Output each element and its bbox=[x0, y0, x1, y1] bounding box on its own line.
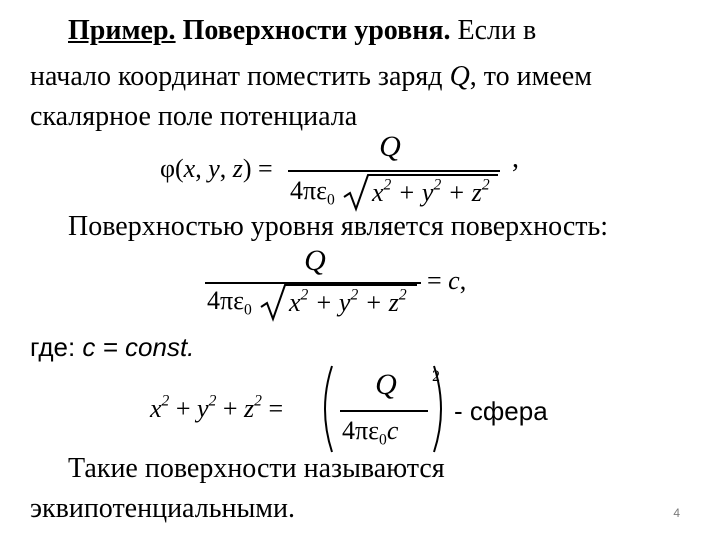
topic-label: Поверхности уровня. bbox=[182, 15, 451, 46]
intro-line-3 bbox=[30, 100, 357, 134]
intro-line-2-text: начало координат поместить заряд bbox=[30, 61, 450, 92]
conclusion-line-1: Такие поверхности называются bbox=[68, 453, 445, 484]
intro-line-2-rest: , то имеем bbox=[469, 61, 592, 92]
sphere-denominator: $4\pi\varepsilon_0c$ bbox=[342, 416, 399, 449]
left-paren bbox=[316, 364, 336, 454]
potential-sqrt-sign bbox=[342, 173, 372, 213]
potential-numerator: Q bbox=[379, 130, 401, 163]
intro-line-1 bbox=[68, 14, 536, 48]
where-label: где: bbox=[30, 332, 83, 362]
potential-fraction-bar bbox=[288, 170, 500, 172]
sphere-power: 2 bbox=[432, 368, 440, 385]
example-label: Пример. bbox=[68, 15, 176, 46]
charge-variable: Q bbox=[449, 61, 470, 92]
level-numerator: Q bbox=[304, 244, 326, 277]
level-surface-sentence: Поверхностью уровня является поверхность: bbox=[68, 211, 609, 242]
level-sqrt-sign bbox=[259, 283, 289, 323]
potential-lhs: φ(x, y, z) = bbox=[160, 154, 273, 183]
sphere-lhs: $x^2 + y^2 + z^2$ = bbox=[150, 392, 284, 423]
intro-line-3-text: скалярное поле потенциала bbox=[30, 101, 358, 132]
sphere-fraction-bar bbox=[340, 410, 428, 412]
potential-trailing-comma: , bbox=[512, 143, 519, 174]
potential-formula bbox=[160, 130, 540, 215]
potential-radicand: $x^2 + y^2 + z^2$ bbox=[372, 176, 490, 207]
where-formula: c = const. bbox=[82, 332, 195, 362]
level-radicand: $x^2 + y^2 + z^2$ bbox=[289, 286, 407, 317]
intro-line-2 bbox=[30, 60, 592, 94]
level-rhs: = c, bbox=[427, 266, 467, 295]
sphere-formula bbox=[150, 360, 570, 460]
conclusion-line-2: эквипотенциальными. bbox=[30, 493, 295, 524]
level-denominator: $4\pi\varepsilon_0$ bbox=[207, 286, 252, 319]
sphere-label: - сфера bbox=[454, 396, 548, 426]
level-surface-formula bbox=[205, 244, 485, 324]
page-number: 4 bbox=[673, 506, 680, 520]
intro-line-1-rest: Если в bbox=[450, 15, 537, 46]
potential-denominator: $4\pi\varepsilon_0$ bbox=[290, 176, 335, 209]
sphere-numerator: Q bbox=[375, 368, 397, 401]
